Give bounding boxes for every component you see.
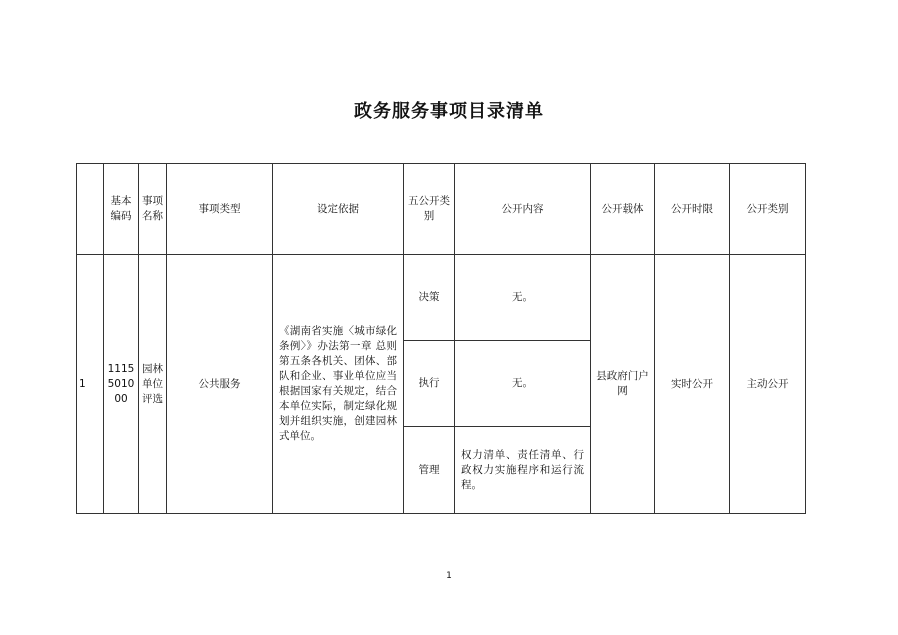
header-time-limit: 公开时限 (655, 164, 730, 255)
catalog-table (76, 163, 806, 514)
cell-time-limit: 实时公开 (655, 255, 730, 514)
cell-code: 1115501000 (104, 255, 139, 514)
header-item-name: 事项名称 (139, 164, 167, 255)
page-title: 政务服务事项目录清单 (354, 101, 544, 122)
cell-content-execution: 无。 (455, 341, 591, 427)
cell-category-decision: 决策 (404, 255, 455, 341)
table-row (77, 255, 806, 341)
cell-public-category: 主动公开 (730, 255, 806, 514)
cell-content-decision: 无。 (455, 255, 591, 341)
cell-item-name: 园林单位评选 (139, 255, 167, 514)
cell-index: 1 (77, 255, 104, 514)
header-basis: 设定依据 (273, 164, 404, 255)
header-index (77, 164, 104, 255)
cell-category-management: 管理 (404, 427, 455, 514)
page-number: 1 (446, 571, 452, 581)
header-code: 基本编码 (104, 164, 139, 255)
cell-carrier: 县政府门户网 (591, 255, 655, 514)
cell-category-execution: 执行 (404, 341, 455, 427)
header-item-type: 事项类型 (167, 164, 273, 255)
cell-content-management: 权力清单、责任清单、行政权力实施程序和运行流程。 (455, 427, 591, 514)
header-public-category: 公开类别 (730, 164, 806, 255)
cell-basis: 《湖南省实施〈城市绿化条例〉》办法第一章 总则第五条各机关、团体、部队和企业、事业单位应当根据国家有关规定，结合本单位实际，制定绿化规划并组织实施，创建园林式单位。 (273, 255, 404, 514)
header-content: 公开内容 (455, 164, 591, 255)
header-carrier: 公开载体 (591, 164, 655, 255)
table-header-row (77, 164, 806, 255)
cell-item-type: 公共服务 (167, 255, 273, 514)
header-five-public-category: 五公开类别 (404, 164, 455, 255)
